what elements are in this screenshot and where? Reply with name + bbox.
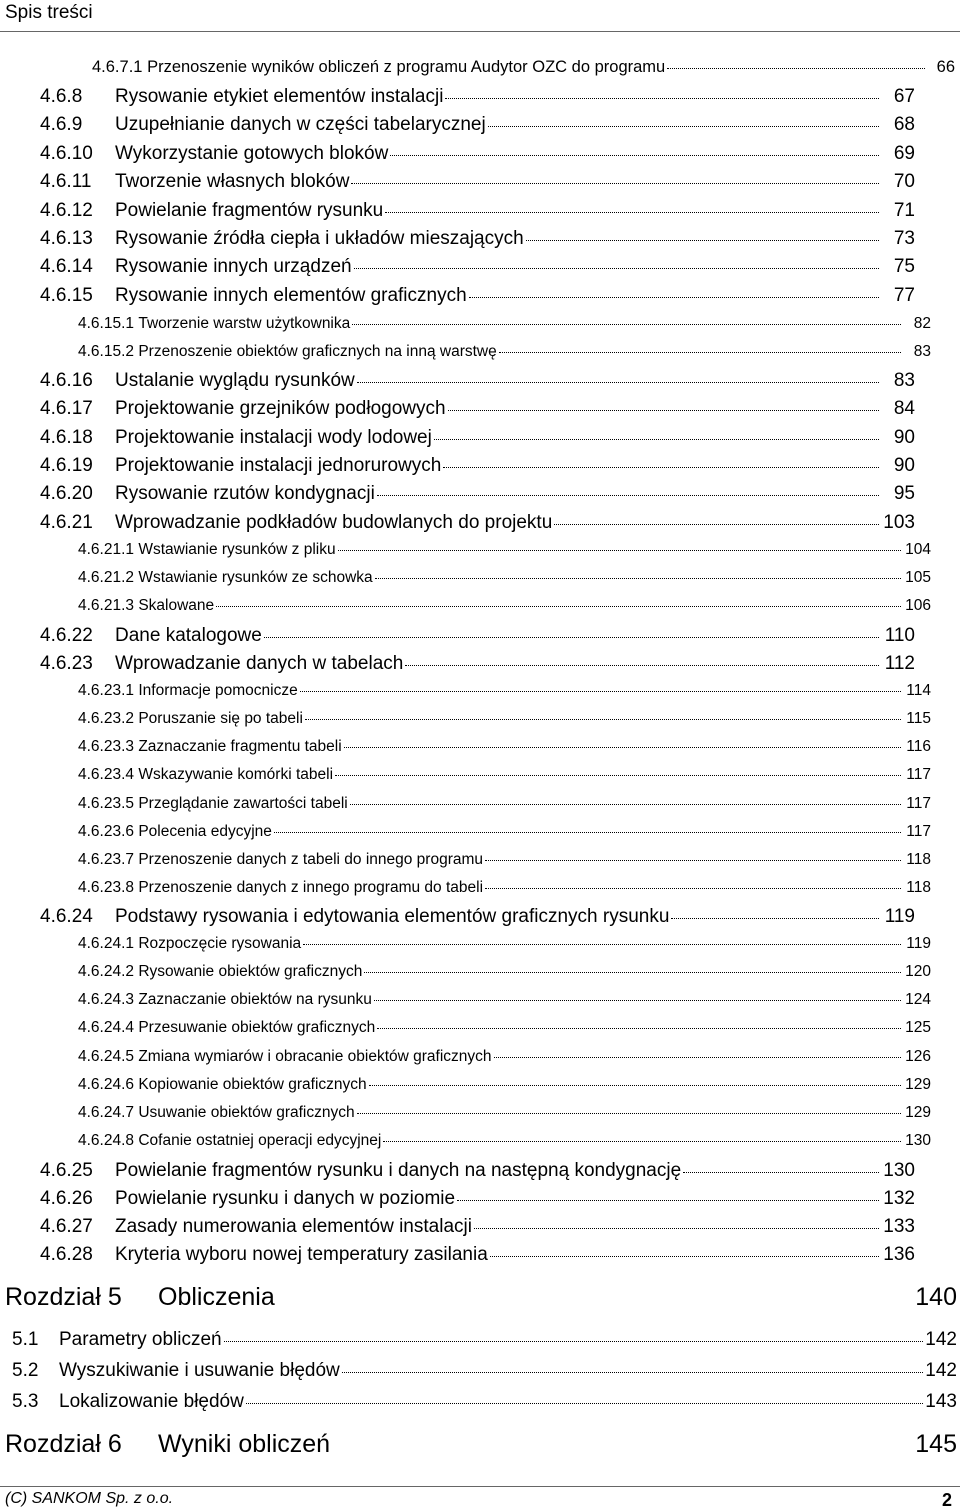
toc-entry-number: 4.6.15 bbox=[40, 285, 93, 306]
toc-entry-title: Wykorzystanie gotowych bloków bbox=[115, 143, 389, 164]
dot-leader bbox=[354, 268, 879, 269]
toc-entry[interactable] bbox=[78, 935, 931, 963]
toc-entry-page: 71 bbox=[893, 200, 915, 221]
dot-leader bbox=[216, 606, 901, 607]
toc-entry-page: 117 bbox=[906, 766, 931, 783]
toc-entry[interactable] bbox=[40, 1244, 915, 1272]
toc-entry-title: Usuwanie obiektów graficznych bbox=[138, 1104, 355, 1121]
dot-leader bbox=[385, 212, 879, 213]
toc-entry-page: 126 bbox=[905, 1048, 931, 1065]
toc-entry-title: Zmiana wymiarów i obracanie obiektów graficznych bbox=[138, 1048, 492, 1065]
toc-chapter-entry[interactable] bbox=[5, 1430, 957, 1466]
toc-entry-page: 129 bbox=[905, 1104, 931, 1121]
toc-entry-page: 119 bbox=[884, 906, 915, 927]
toc-entry-title: Zaznaczanie obiektów na rysunku bbox=[138, 991, 372, 1008]
dot-leader bbox=[683, 1172, 879, 1173]
toc-entry[interactable] bbox=[40, 398, 915, 426]
toc-entry-title: Uzupełnianie danych w części tabelarycznej bbox=[115, 114, 486, 135]
toc-entry-page: 118 bbox=[906, 851, 931, 868]
toc-entry[interactable] bbox=[40, 228, 915, 256]
toc-entry-number: 4.6.10 bbox=[40, 143, 93, 164]
toc-entry[interactable] bbox=[40, 483, 915, 511]
toc-entry[interactable] bbox=[78, 766, 931, 794]
toc-entry-page: 77 bbox=[893, 285, 915, 306]
toc-entry-title: Rysowanie rzutów kondygnacji bbox=[115, 483, 375, 504]
toc-entry-page: 125 bbox=[905, 1019, 931, 1036]
toc-entry-page: 136 bbox=[883, 1244, 915, 1265]
toc-entry[interactable] bbox=[40, 143, 915, 171]
toc-entry-number: 4.6.16 bbox=[40, 370, 93, 391]
dot-leader bbox=[375, 578, 901, 579]
toc-entry-page: 124 bbox=[905, 991, 931, 1008]
toc-entry-number: 4.6.23.7 bbox=[78, 851, 135, 868]
toc-entry-page: 83 bbox=[913, 343, 931, 360]
dot-leader bbox=[342, 1372, 924, 1373]
toc-entry-title: Przeglądanie zawartości tabeli bbox=[138, 795, 348, 812]
toc-entry[interactable] bbox=[78, 315, 931, 343]
toc-entry-number: 4.6.24.8 bbox=[78, 1132, 135, 1149]
footer-divider bbox=[0, 1486, 960, 1487]
dot-leader bbox=[485, 860, 901, 861]
toc-entry[interactable] bbox=[40, 256, 915, 284]
toc-entry-page: 117 bbox=[906, 823, 931, 840]
toc-entry-title: Powielanie rysunku i danych w poziomie bbox=[115, 1188, 456, 1209]
toc-entry-number: 4.6.23.3 bbox=[78, 738, 135, 755]
toc-entry[interactable] bbox=[40, 171, 915, 199]
dot-leader bbox=[554, 524, 879, 525]
toc-entry-title: Poruszanie się po tabeli bbox=[138, 710, 303, 727]
toc-entry[interactable] bbox=[78, 963, 931, 991]
toc-entry-number: 4.6.11 bbox=[40, 171, 92, 192]
toc-entry[interactable] bbox=[78, 1048, 931, 1076]
toc-entry[interactable] bbox=[40, 625, 915, 653]
dot-leader bbox=[335, 775, 901, 776]
toc-chapter-entry[interactable] bbox=[5, 1283, 957, 1319]
toc-entry-number: 4.6.13 bbox=[40, 228, 93, 249]
toc-entry-title: Tworzenie warstw użytkownika bbox=[138, 315, 351, 332]
toc-entry-page: 106 bbox=[905, 597, 931, 614]
toc-entry-number: 4.6.17 bbox=[40, 398, 93, 419]
toc-entry-title: Projektowanie instalacji wody lodowej bbox=[115, 427, 432, 448]
toc-entry[interactable] bbox=[40, 1216, 915, 1244]
dot-leader bbox=[405, 665, 879, 666]
toc-entry-page: 140 bbox=[915, 1283, 957, 1311]
toc-entry-page: 130 bbox=[905, 1132, 931, 1149]
toc-entry-page: 142 bbox=[925, 1360, 957, 1381]
toc-entry-number: 4.6.23.1 bbox=[78, 682, 135, 699]
toc-entry-number: 4.6.22 bbox=[40, 625, 93, 646]
toc-entry[interactable] bbox=[78, 851, 931, 879]
toc-entry-page: 133 bbox=[883, 1216, 915, 1237]
toc-entry[interactable] bbox=[78, 879, 931, 907]
dot-leader bbox=[264, 637, 879, 638]
toc-entry-title: Rysowanie innych urządzeń bbox=[115, 256, 352, 277]
toc-entry-page: 66 bbox=[936, 58, 955, 76]
toc-entry[interactable] bbox=[12, 1391, 957, 1419]
toc-entry-title: Rysowanie źródła ciepła i układów mieszających bbox=[115, 228, 524, 249]
dot-leader bbox=[305, 719, 901, 720]
toc-entry-title: Wskazywanie komórki tabeli bbox=[138, 766, 334, 783]
toc-entry-title: Rysowanie etykiet elementów instalacji bbox=[115, 86, 444, 107]
dot-leader bbox=[364, 972, 901, 973]
toc-entry[interactable] bbox=[40, 653, 915, 681]
toc-entry-page: 142 bbox=[925, 1329, 957, 1350]
toc-entry-page: 69 bbox=[893, 143, 915, 164]
toc-entry-page: 117 bbox=[906, 795, 931, 812]
toc-entry-title: Skalowane bbox=[138, 597, 215, 614]
toc-entry-number: 4.6.24.6 bbox=[78, 1076, 135, 1093]
toc-entry-number: 4.6.23.2 bbox=[78, 710, 135, 727]
toc-entry-title: Przesuwanie obiektów graficznych bbox=[138, 1019, 376, 1036]
toc-entry-number: 5.3 bbox=[12, 1391, 39, 1412]
dot-leader bbox=[357, 382, 879, 383]
toc-entry[interactable] bbox=[78, 541, 931, 569]
dot-leader bbox=[352, 324, 901, 325]
dot-leader bbox=[338, 550, 901, 551]
toc-entry-page: 104 bbox=[905, 541, 931, 558]
toc-entry[interactable] bbox=[40, 1160, 915, 1188]
toc-entry-title: Podstawy rysowania i edytowania elementów graficznych rysunku bbox=[115, 906, 670, 927]
toc-entry-page: 103 bbox=[883, 512, 915, 533]
toc-entry-page: 119 bbox=[906, 935, 931, 952]
toc-entry-number: 4.6.21.3 bbox=[78, 597, 135, 614]
toc-entry-number: 4.6.23.4 bbox=[78, 766, 135, 783]
toc-entry[interactable] bbox=[40, 1188, 915, 1216]
toc-entry-number: 4.6.23.5 bbox=[78, 795, 135, 812]
toc-entry[interactable] bbox=[40, 906, 915, 934]
footer-copyright: (C) SANKOM Sp. z o.o. bbox=[5, 1490, 174, 1507]
toc-entry-page: 115 bbox=[906, 710, 931, 727]
header-divider bbox=[0, 31, 960, 32]
toc-entry[interactable] bbox=[40, 455, 915, 483]
toc-entry-title: Wyniki obliczeń bbox=[158, 1430, 331, 1458]
dot-leader bbox=[377, 495, 879, 496]
dot-leader bbox=[369, 1085, 901, 1086]
dot-leader bbox=[667, 68, 925, 69]
toc-entry-title: Projektowanie grzejników podłogowych bbox=[115, 398, 446, 419]
toc-entry-page: 118 bbox=[906, 879, 931, 896]
toc-entry-number: 4.6.27 bbox=[40, 1216, 93, 1237]
toc-entry-number: 4.6.25 bbox=[40, 1160, 93, 1181]
toc-entry-number: 4.6.23.6 bbox=[78, 823, 135, 840]
dot-leader bbox=[488, 126, 879, 127]
toc-entry[interactable] bbox=[78, 1019, 931, 1047]
toc-entry-page: 120 bbox=[905, 963, 931, 980]
toc-entry[interactable] bbox=[78, 823, 931, 851]
dot-leader bbox=[300, 691, 901, 692]
toc-entry-title: Rysowanie obiektów graficznych bbox=[138, 963, 363, 980]
toc-entry-number: 4.6.18 bbox=[40, 427, 93, 448]
toc-entry-page: 110 bbox=[884, 625, 915, 646]
toc-entry-page: 73 bbox=[893, 228, 915, 249]
dot-leader bbox=[469, 297, 879, 298]
toc-entry[interactable] bbox=[40, 200, 915, 228]
dot-leader bbox=[445, 98, 879, 99]
toc-entry[interactable] bbox=[78, 1132, 931, 1160]
toc-entry[interactable] bbox=[78, 1076, 931, 1104]
dot-leader bbox=[490, 1256, 879, 1257]
toc-entry-title: Powielanie fragmentów rysunku bbox=[115, 200, 384, 221]
toc-entry-title: Cofanie ostatniej operacji edycyjnej bbox=[138, 1132, 382, 1149]
toc-entry-page: 90 bbox=[893, 455, 915, 476]
toc-entry-title: Polecenia edycyjne bbox=[138, 823, 272, 840]
toc-entry-number: 4.6.14 bbox=[40, 256, 93, 277]
toc-entry-page: 90 bbox=[893, 427, 915, 448]
dot-leader bbox=[344, 747, 901, 748]
dot-leader bbox=[246, 1403, 923, 1404]
toc-entry[interactable] bbox=[78, 991, 931, 1019]
dot-leader bbox=[499, 352, 901, 353]
toc-entry-title: Tworzenie własnych bloków bbox=[115, 171, 350, 192]
dot-leader bbox=[350, 804, 901, 805]
dot-leader bbox=[474, 1228, 879, 1229]
toc-entry[interactable] bbox=[40, 114, 915, 142]
toc-entry-page: 70 bbox=[893, 171, 915, 192]
toc-entry[interactable] bbox=[78, 682, 931, 710]
toc-entry-title: Przenoszenie wyników obliczeń z programu Audytor OZC do programu bbox=[147, 58, 666, 76]
dot-leader bbox=[303, 944, 901, 945]
toc-entry[interactable] bbox=[12, 1360, 957, 1388]
toc-entry-title: Wyszukiwanie i usuwanie błędów bbox=[59, 1360, 340, 1381]
toc-entry[interactable] bbox=[78, 710, 931, 738]
dot-leader bbox=[377, 1028, 901, 1029]
toc-entry[interactable] bbox=[12, 1329, 957, 1357]
toc-entry-number: 4.6.21.1 bbox=[78, 541, 135, 558]
toc-entry-title: Wprowadzanie danych w tabelach bbox=[115, 653, 404, 674]
toc-entry[interactable] bbox=[40, 285, 915, 313]
toc-entry-title: Informacje pomocnicze bbox=[138, 682, 298, 699]
toc-entry-number: 4.6.19 bbox=[40, 455, 93, 476]
toc-entry[interactable] bbox=[40, 512, 915, 540]
dot-leader bbox=[383, 1141, 901, 1142]
toc-entry-number: 4.6.7.1 bbox=[92, 58, 143, 76]
toc-entry-page: 114 bbox=[906, 682, 931, 699]
toc-entry-title: Rysowanie innych elementów graficznych bbox=[115, 285, 467, 306]
toc-entry-number: 4.6.20 bbox=[40, 483, 93, 504]
toc-entry-number: 4.6.24.7 bbox=[78, 1104, 135, 1121]
dot-leader bbox=[494, 1057, 901, 1058]
toc-entry-number: 4.6.12 bbox=[40, 200, 93, 221]
toc-entry-title: Parametry obliczeń bbox=[59, 1329, 222, 1350]
toc-entry-page: 68 bbox=[893, 114, 915, 135]
toc-entry-page: 112 bbox=[884, 653, 915, 674]
toc-entry-title: Projektowanie instalacji jednorurowych bbox=[115, 455, 442, 476]
dot-leader bbox=[443, 467, 879, 468]
toc-entry[interactable] bbox=[78, 795, 931, 823]
toc-entry-page: 67 bbox=[893, 86, 915, 107]
toc-entry-page: 145 bbox=[915, 1430, 957, 1458]
toc-entry-number: 4.6.21.2 bbox=[78, 569, 135, 586]
toc-entry[interactable] bbox=[78, 569, 931, 597]
toc-entry-title: Wstawianie rysunków ze schowka bbox=[138, 569, 373, 586]
toc-entry-title: Powielanie fragmentów rysunku i danych na następną kondygnację bbox=[115, 1160, 682, 1181]
toc-entry-number: 4.6.15.2 bbox=[78, 343, 135, 360]
dot-leader bbox=[671, 918, 879, 919]
toc-entry-number: Rozdział 6 bbox=[5, 1430, 122, 1458]
toc-entry[interactable] bbox=[40, 86, 915, 114]
toc-entry-number: 4.6.24.2 bbox=[78, 963, 135, 980]
toc-entry[interactable] bbox=[40, 370, 915, 398]
toc-entry-title: Kryteria wyboru nowej temperatury zasilania bbox=[115, 1244, 488, 1265]
toc-entry-number: 4.6.15.1 bbox=[78, 315, 135, 332]
toc-entry-number: 4.6.23.8 bbox=[78, 879, 135, 896]
toc-entry[interactable] bbox=[78, 1104, 931, 1132]
toc-entry-number: 4.6.21 bbox=[40, 512, 93, 533]
dot-leader bbox=[457, 1200, 879, 1201]
toc-entry[interactable] bbox=[78, 343, 931, 371]
toc-entry-number: 4.6.24.4 bbox=[78, 1019, 135, 1036]
toc-entry-title: Przenoszenie danych z innego programu do tabeli bbox=[138, 879, 484, 896]
toc-entry[interactable] bbox=[40, 427, 915, 455]
page-title: Spis treści bbox=[5, 2, 93, 23]
toc-entry-title: Przenoszenie obiektów graficznych na inną warstwę bbox=[138, 343, 497, 360]
toc-entry-page: 75 bbox=[893, 256, 915, 277]
toc-entry-title: Rozpoczęcie rysowania bbox=[138, 935, 302, 952]
toc-entry-number: 4.6.26 bbox=[40, 1188, 93, 1209]
toc-entry-title: Wstawianie rysunków z pliku bbox=[138, 541, 336, 558]
toc-entry-number: 4.6.24.5 bbox=[78, 1048, 135, 1065]
toc-entry-number: 4.6.24 bbox=[40, 906, 93, 927]
toc-entry-page: 143 bbox=[925, 1391, 957, 1412]
toc-entry-page: 116 bbox=[906, 738, 931, 755]
dot-leader bbox=[351, 183, 879, 184]
toc-entry-number: 4.6.9 bbox=[40, 114, 83, 135]
toc-entry-number: 4.6.8 bbox=[40, 86, 83, 107]
dot-leader bbox=[434, 439, 879, 440]
toc-entry-page: 129 bbox=[905, 1076, 931, 1093]
toc-entry-title: Lokalizowanie błędów bbox=[59, 1391, 244, 1412]
dot-leader bbox=[448, 410, 879, 411]
toc-entry-title: Wprowadzanie podkładów budowlanych do projektu bbox=[115, 512, 553, 533]
toc-entry-page: 132 bbox=[883, 1188, 915, 1209]
toc-entry-number: 4.6.23 bbox=[40, 653, 93, 674]
toc-entry-title: Ustalanie wyglądu rysunków bbox=[115, 370, 355, 391]
toc-entry-title: Obliczenia bbox=[158, 1283, 275, 1311]
toc-entry-title: Zaznaczanie fragmentu tabeli bbox=[138, 738, 342, 755]
toc-entry-page: 130 bbox=[883, 1160, 915, 1181]
dot-leader bbox=[485, 888, 901, 889]
toc-entry[interactable] bbox=[78, 738, 931, 766]
toc-entry-page: 84 bbox=[893, 398, 915, 419]
toc-entry-title: Przenoszenie danych z tabeli do innego programu bbox=[138, 851, 484, 868]
toc-entry-number: 5.2 bbox=[12, 1360, 39, 1381]
footer-page-number: 2 bbox=[941, 1490, 952, 1510]
toc-entry[interactable] bbox=[92, 58, 955, 86]
toc-entry[interactable] bbox=[78, 597, 931, 625]
toc-entry-title: Dane katalogowe bbox=[115, 625, 262, 646]
dot-leader bbox=[526, 240, 879, 241]
toc-entry-number: 4.6.24.3 bbox=[78, 991, 135, 1008]
toc-entry-number: 4.6.28 bbox=[40, 1244, 93, 1265]
dot-leader bbox=[390, 155, 879, 156]
dot-leader bbox=[274, 832, 901, 833]
toc-entry-page: 82 bbox=[913, 315, 931, 332]
toc-entry-title: Zasady numerowania elementów instalacji bbox=[115, 1216, 472, 1237]
dot-leader bbox=[374, 1000, 901, 1001]
dot-leader bbox=[224, 1341, 924, 1342]
toc-entry-number: 4.6.24.1 bbox=[78, 935, 135, 952]
toc-entry-page: 105 bbox=[905, 569, 931, 586]
dot-leader bbox=[357, 1113, 901, 1114]
toc-entry-page: 95 bbox=[893, 483, 915, 504]
toc-entry-number: 5.1 bbox=[12, 1329, 39, 1350]
toc-entry-page: 83 bbox=[893, 370, 915, 391]
toc-entry-title: Kopiowanie obiektów graficznych bbox=[138, 1076, 367, 1093]
toc-entry-number: Rozdział 5 bbox=[5, 1283, 122, 1311]
